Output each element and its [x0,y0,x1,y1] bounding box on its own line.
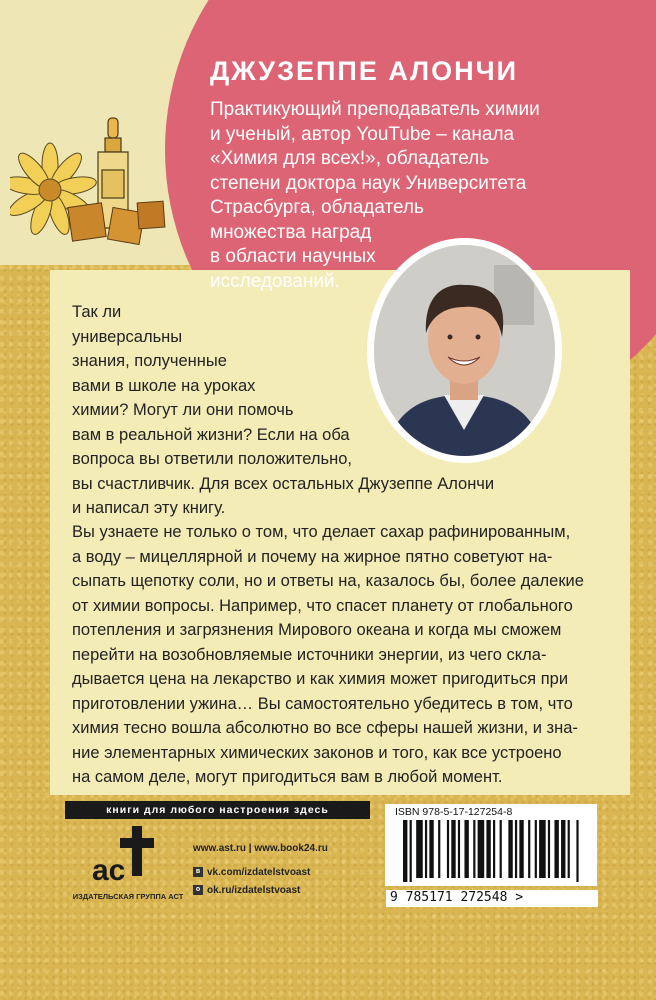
barcode-bar [416,820,423,878]
description-line: ние элементарных химических законов и того, как все устроено [72,743,562,762]
sugar-cubes-illustration [68,201,165,244]
logo-ast-icon [70,822,180,892]
svg-text:ас: ас [92,854,126,887]
barcode-bar [451,820,455,878]
barcode-bar [576,820,578,882]
intro-line: Так ли [72,303,122,321]
description-line: сыпать щепотку соли, но и ответы на, казалось бы, более далекие [72,572,584,590]
barcode-bar [548,820,550,878]
publisher-links [193,840,373,900]
vk-icon: в [193,867,203,877]
intro-line: знания, полученные [72,352,227,370]
description-text [72,520,584,790]
barcode-number: 9 785171 272548 > [386,890,598,907]
intro-text [72,300,494,521]
bio-line: исследований. [210,270,340,292]
ok-link[interactable] [193,882,373,900]
publisher-name: ИЗДАТЕЛЬСКАЯ ГРУППА АСТ [72,892,184,901]
barcode-bar [561,820,565,878]
barcode-bar [425,820,427,878]
barcode-bar [535,820,537,878]
barcode-bar [486,820,490,878]
tagline-banner: книги для любого настроения здесь [65,801,370,819]
intro-line: химии? Могут ли они помочь [72,401,294,419]
author-name: ДЖУЗЕППЕ АЛОНЧИ [210,56,519,86]
intro-line: вы счастливчик. Для всех остальных Джузеппе Алончи [72,474,495,493]
description-line: Вы узнаете не только о том, что делает сахар рафинированным, [72,523,571,541]
barcode-bar [410,820,412,882]
barcode-bars [403,820,583,882]
barcode-bar [429,820,433,878]
description-line: потепления и загрязнения Мирового океана и когда мы сможем [72,621,562,639]
bio-line: в области научных [210,246,376,267]
barcode-bar [528,820,530,878]
barcode-bar [519,820,523,878]
barcode-bar [493,820,495,878]
intro-line: вами в школе на уроках [72,376,256,395]
description-line: от химии вопросы. Например, что спасет планету от глобального [72,596,573,615]
barcode-bar [478,820,485,878]
vk-link-text: vk.com/izdatelstvoast [207,867,311,878]
chemistry-illustration [10,110,170,260]
intro-line: вам в реальной жизни? Если на оба [72,425,350,444]
isbn: ISBN 978-5-17-127254-8 [395,806,513,818]
barcode-bar [458,820,460,878]
description-line: перейти на возобновляемые источники энергии, из чего скла- [72,645,547,664]
description-line: дывается цена на лекарство и как химия может пригодиться при [72,670,569,688]
description-line: на самом деле, могут пригодиться вам в любой момент. [72,768,503,786]
barcode-bar [554,820,558,878]
intro-line: и написал эту книгу. [72,499,226,517]
bio-line: множества наград [210,221,372,243]
ok-icon: о [193,885,203,895]
barcode-bar [438,820,440,878]
bio-line: степени доктора наук Университета [210,172,527,194]
bio-line: Практикующий преподаватель химии [210,99,540,120]
bio-line: и ученый, автор YouTube – канала [210,123,515,145]
barcode-bar [539,820,546,878]
barcode [385,804,597,886]
bio-line: «Химия для всех!», обладатель [210,148,490,169]
intro-line: универсальны [72,327,183,346]
barcode-bar [464,820,468,878]
barcode-bar [473,820,475,878]
barcode-bar [515,820,517,878]
barcode-bar [500,820,502,878]
barcode-bar [508,820,512,878]
barcode-bar [568,820,570,878]
websites[interactable]: www.ast.ru | www.book24.ru [193,843,328,854]
description-line: а воду – мицеллярной и почему на жирное пятно советуют на- [72,547,553,566]
barcode-bar [403,820,407,882]
vk-link[interactable] [193,864,373,882]
description-line: химия тесно вошла абсолютно во все сферы нашей жизни, и зна- [72,719,578,737]
ok-link-text: ok.ru/izdatelstvoast [207,885,301,896]
description-line: приготовлении ужина… Вы самостоятельно убедитесь в том, что [72,694,573,713]
intro-line: вопроса вы ответили положительно, [72,450,352,468]
barcode-bar [447,820,449,878]
bio-line: Страсбурга, обладатель [210,197,424,218]
